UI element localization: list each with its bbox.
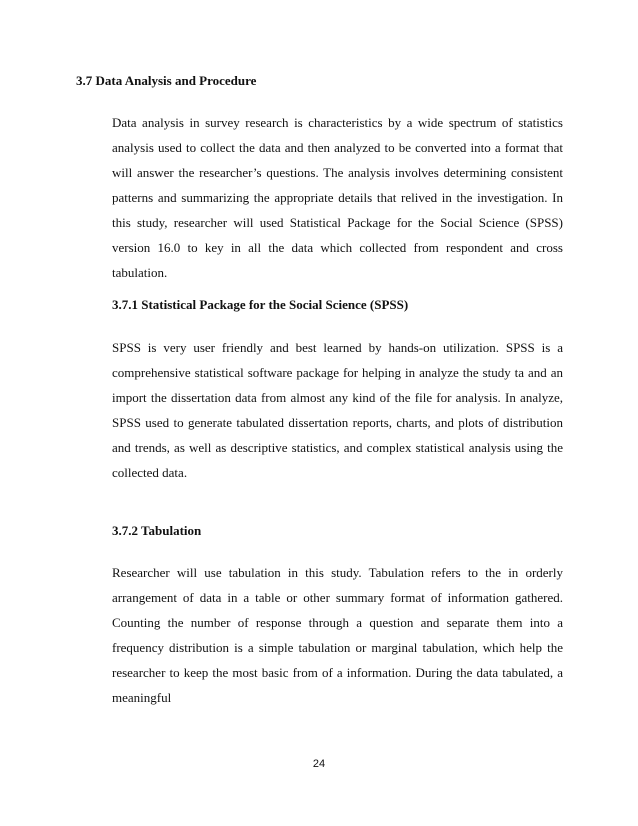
intro-paragraph: Data analysis in survey research is characteristics by a wide spectrum of statistics analysis used to collect the data and then analyzed to be converted into a format that will answer the researcher’s questions. The analysis involves determining consistent patterns and summarizing the appropriate details that relived in the investigation. In this study, researcher will used Statistical Package for the Social Science (SPSS) version 16.0 to key in all the data which collected from respondent and cross tabulation. [112,115,563,280]
subsection-heading-spss: 3.7.1 Statistical Package for the Social Science (SPSS) [112,297,409,312]
subsection-heading-tabulation: 3.7.2 Tabulation [112,523,202,538]
section-heading: 3.7 Data Analysis and Procedure [76,73,257,88]
spss-paragraph: SPSS is very user friendly and best learned by hands-on utilization. SPSS is a comprehensive statistical software package for helping in analyze the study ta and an import the dissertation data from almost any kind of the file for analysis. In analyze, SPSS used to generate tabulated dissertation reports, charts, and plots of distribution and trends, as well as descriptive statistics, and complex statistical analysis using the collected data. [112,340,563,480]
tabulation-paragraph: Researcher will use tabulation in this study. Tabulation refers to the in orderly arrangement of data in a table or other summary format of information gathered. Counting the number of response through a question and separate them into a frequency distribution is a simple tabulation or marginal tabulation, which help the researcher to keep the most basic from of a information. During the data tabulated, a meaningful [112,565,563,705]
spss-block [112,335,563,485]
page-number: 24 [312,758,326,770]
tabulation-block [112,560,563,710]
intro-block [112,110,563,285]
